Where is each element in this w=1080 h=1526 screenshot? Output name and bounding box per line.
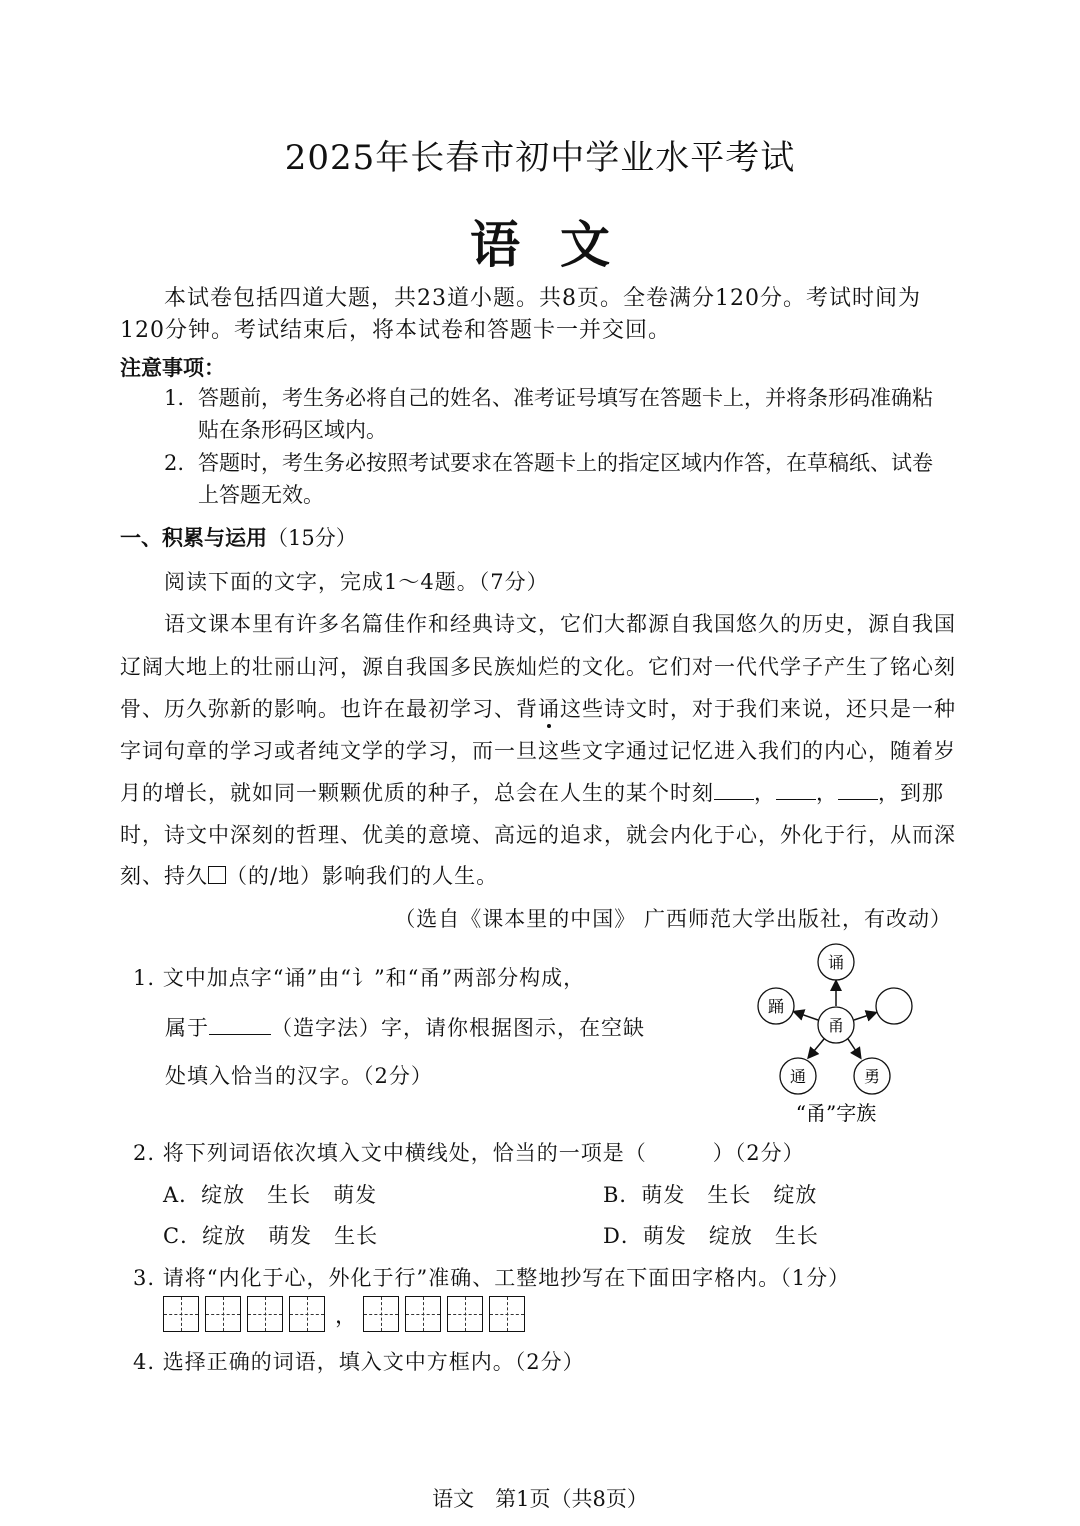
dotted-character: 诵: [538, 697, 560, 721]
answer-blank-2[interactable]: [776, 779, 816, 800]
arrow-lower-right: [848, 1039, 860, 1057]
question-1: [133, 962, 585, 992]
grid-cell[interactable]: [205, 1296, 241, 1332]
question-text: 属于: [165, 1016, 209, 1040]
grid-cell[interactable]: [489, 1296, 525, 1332]
grid-cell[interactable]: [163, 1296, 199, 1332]
answer-blank-3[interactable]: [838, 779, 878, 800]
notice-item-text: 答题时，考生务必按照考试要求在答题卡上的指定区域内作答，在草稿纸、试卷: [198, 451, 933, 475]
passage-line: 时，诗文中深刻的哲理、优美的意境、高远的追求，就会内化于心，外化于行，从而深: [120, 823, 956, 847]
question-text: （造字法）字，请你根据图示，在空缺: [271, 1016, 645, 1040]
notice-item-number: 2.: [164, 451, 185, 475]
answer-blank-1[interactable]: [714, 779, 754, 800]
question-number: 2.: [133, 1141, 156, 1165]
question-text: 将下列词语依次填入文中横线处，恰当的一项是（ ）（2分）: [162, 1141, 805, 1165]
grid-cell[interactable]: [447, 1296, 483, 1332]
char-lower-left: 通: [789, 1067, 807, 1086]
arrow-left: [795, 1012, 818, 1020]
question-3: [133, 1262, 850, 1292]
option-c[interactable]: C．绽放 萌发 生长: [163, 1224, 379, 1248]
passage-source: （选自《课本里的中国》 广西师范大学出版社，有改动）: [394, 907, 952, 931]
passage-text: ，到那: [878, 781, 944, 805]
character-family-diagram: [745, 940, 945, 1130]
passage-line: 语文课本里有许多名篇佳作和经典诗文，它们大都源自我国悠久的历史，源自我国: [164, 612, 956, 636]
question-text: 请将“内化于心，外化于行”准确、工整地抄写在下面田字格内。（1分）: [162, 1266, 851, 1290]
question-text: 选择正确的词语，填入文中方框内。（2分）: [162, 1350, 585, 1374]
char-left: 踊: [767, 997, 785, 1016]
passage-text: 这些诗文时，对于我们来说，还只是一种: [560, 697, 956, 721]
question-2: [133, 1137, 805, 1167]
grid-cell[interactable]: [405, 1296, 441, 1332]
reading-instruction: 阅读下面的文字，完成1～4题。（7分）: [164, 570, 549, 594]
notice-item-text: 答题前，考生务必将自己的姓名、准考证号填写在答题卡上，并将条形码准确粘: [198, 386, 933, 410]
question-number: 1.: [133, 966, 156, 990]
question-1-line-2: [165, 1012, 645, 1042]
notice-heading: 注意事项：: [120, 356, 225, 380]
diagram-caption: “甬”字族: [795, 1101, 877, 1125]
question-number: 4.: [133, 1350, 156, 1374]
passage-line: [120, 693, 956, 723]
section-title: 一、积累与运用: [120, 526, 267, 550]
option-a[interactable]: A．绽放 生长 萌发: [163, 1183, 378, 1207]
option-b[interactable]: B．萌发 生长 绽放: [603, 1183, 818, 1207]
intro-paragraph: 本试卷包括四道大题，共23道小题。共8页。全卷满分120分。考试时间为120分钟。考试结束后，将本试卷和答题卡一并交回。: [120, 286, 921, 343]
subject-title: 语文: [470, 215, 650, 274]
center-character: 甬: [827, 1016, 845, 1035]
page-footer: 语文 第1页（共8页）: [432, 1487, 648, 1511]
char-lower-right: 勇: [863, 1067, 881, 1086]
blank-separator: ，: [816, 781, 838, 805]
passage-line: 字词句章的学习或者纯文学的学习，而一旦这些文字通过记忆进入我们的内心，随着岁: [120, 739, 956, 763]
notice-item-1-cont: 贴在条形码区域内。: [198, 418, 387, 442]
passage-line: [120, 777, 944, 807]
passage-line: 辽阔大地上的壮丽山河，源自我国多民族灿烂的文化。它们对一代代学子产生了铭心刻: [120, 655, 956, 679]
section-heading: [120, 522, 357, 552]
passage-text: 刻、持久: [120, 864, 208, 888]
question-text: 文中加点字“诵”由“讠”和“甬”两部分构成，: [162, 966, 586, 990]
question-number: 3.: [133, 1266, 156, 1290]
answer-blank-method[interactable]: [209, 1014, 271, 1035]
passage-line: [120, 860, 498, 890]
grid-cell[interactable]: [363, 1296, 399, 1332]
passage-text: （的/地）影响我们的人生。: [226, 864, 499, 888]
passage-text: 骨、历久弥新的影响。也许在最初学习、背: [120, 697, 538, 721]
grid-cell[interactable]: [247, 1296, 283, 1332]
notice-item-number: 1.: [164, 386, 185, 410]
tianzige-grid: [163, 1295, 531, 1333]
blank-separator: ，: [754, 781, 776, 805]
option-d[interactable]: D．萌发 绽放 生长: [603, 1224, 819, 1248]
empty-answer-circle[interactable]: [876, 988, 912, 1024]
notice-item-1: [164, 382, 933, 414]
grid-cell[interactable]: [289, 1296, 325, 1332]
passage-text: 月的增长，就如同一颗颗优质的种子，总会在人生的某个时刻: [120, 781, 714, 805]
question-4: [133, 1346, 585, 1376]
notice-item-2-cont: 上答题无效。: [198, 483, 324, 507]
arrow-lower-left: [809, 1039, 824, 1057]
question-1-line-3: 处填入恰当的汉字。（2分）: [165, 1064, 433, 1088]
answer-box[interactable]: [208, 866, 226, 884]
section-score: （15分）: [267, 526, 357, 550]
char-top: 诵: [827, 953, 845, 972]
notice-item-2: [164, 447, 933, 479]
exam-title: 2025年长春市初中学业水平考试: [284, 138, 796, 178]
arrow-right: [854, 1013, 875, 1020]
grid-comma: ，: [335, 1303, 358, 1329]
